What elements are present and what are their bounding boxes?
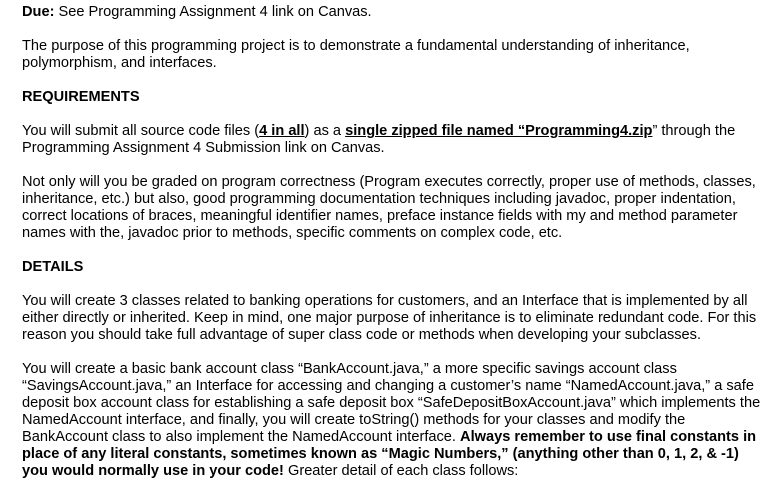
submission-paragraph	[22, 123, 762, 157]
due-text: See Programming Assignment 4 link on Canvas.	[54, 4, 372, 20]
due-label: Due:	[22, 4, 55, 20]
submission-text-2: ) as a	[304, 123, 346, 139]
purpose-paragraph: The purpose of this programming project is to demonstrate a fundamental understanding of inheritance, polymorphism, and interfaces.	[22, 38, 690, 71]
classes-paragraph	[22, 361, 762, 480]
requirements-heading: REQUIREMENTS	[22, 89, 140, 105]
zip-file-name-emphasis: single zipped file named “Programming4.zip	[345, 123, 653, 139]
classes-text-1: You will create a basic bank account class “BankAccount.java,” a more specific savings account class “SavingsAccount.java,” an Interface for accessing and changing a customer’s name “NamedAccount.java,” a safe deposit box account class for establishing a safe deposit box “SafeDepositBoxAccount.java” which implements the NamedAccount interface, and finally, you will create toString() methods for your classes and modify the BankAccount class to also implement the NamedAccount interface.	[22, 361, 761, 445]
grading-paragraph: Not only will you be graded on program correctness (Program executes correctly, proper use of methods, classes, inheritance, etc.) but also, good programming documentation techniques including javadoc, proper indentation, correct locations of braces, meaningful identifier names, preface instance fields with my and method parameter names with the, javadoc prior to methods, specific comments on complex code, etc.	[22, 174, 756, 241]
submission-text-1: You will submit all source code files (	[22, 123, 260, 139]
due-line	[22, 4, 762, 21]
file-count-emphasis: 4 in all	[259, 123, 305, 139]
magic-numbers-emphasis: Always remember to use final constants in place of any literal constants, sometimes known as “Magic Numbers,” (anything other than 0, 1, 2, & -1) you would normally use in your code!	[22, 429, 757, 479]
details-heading: DETAILS	[22, 259, 84, 275]
assignment-document	[22, 4, 762, 480]
classes-text-2: Greater detail of each class follows:	[283, 463, 519, 479]
overview-paragraph: You will create 3 classes related to banking operations for customers, and an Interface that is implemented by all either directly or inherited. Keep in mind, one major purpose of inheritance is to eliminate redundant code. For this reason you should take full advantage of super class code or methods when developing your subclasses.	[22, 293, 757, 343]
submission-text-3: ” through the Programming Assignment 4 Submission link on Canvas.	[22, 123, 736, 156]
